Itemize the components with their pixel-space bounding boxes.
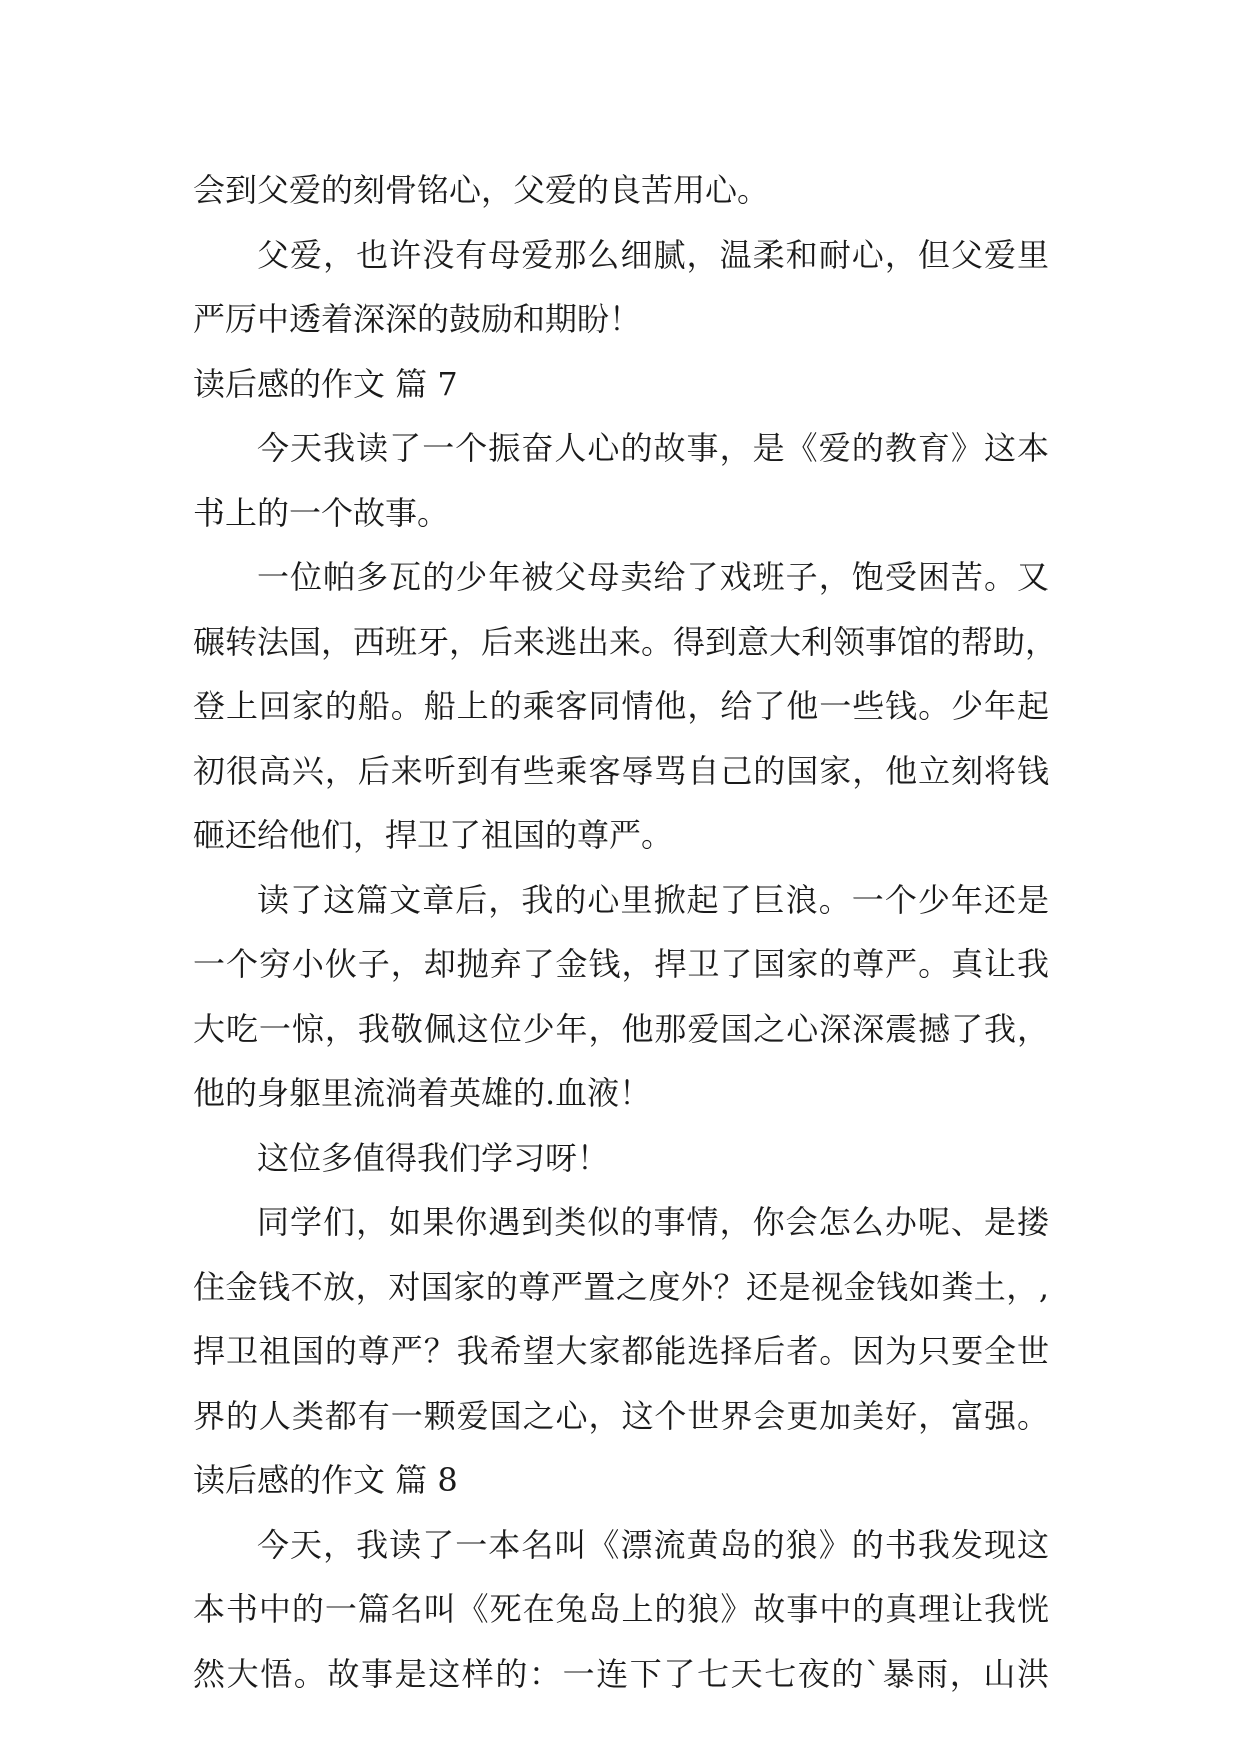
paragraph-line: 严厉中透着深深的鼓励和期盼！ (193, 300, 642, 338)
paragraph-line: 本书中的一篇名叫《死在兔岛上的狼》故事中的真理让我恍 (193, 1590, 1049, 1628)
paragraph-line: 碾转法国，西班牙，后来逃出来。得到意大利领事馆的帮助， (193, 622, 1058, 661)
paragraph-line: 读了这篇文章后，我的心里掀起了巨浪。一个少年还是 (257, 880, 1049, 919)
paragraph-line: 同学们，如果你遇到类似的事情，你会怎么办呢、是搂 (257, 1203, 1049, 1241)
paragraph-line: 今天，我读了一本名叫《漂流黄岛的狼》的书我发现这 (257, 1525, 1049, 1564)
paragraph-line: 一位帕多瓦的少年被父母卖给了戏班子，饱受困苦。又 (257, 558, 1049, 596)
paragraph-line: 砸还给他们，捍卫了祖国的尊严。 (193, 816, 674, 854)
paragraph-line: 会到父爱的刻骨铭心，父爱的良苦用心。 (193, 171, 770, 209)
paragraph-line: 捍卫祖国的尊严？我希望大家都能选择后者。因为只要全世 (193, 1332, 1049, 1370)
paragraph-line: 父爱，也许没有母爱那么细腻，温柔和耐心，但父爱里 (257, 235, 1049, 274)
paragraph-line: 他的身躯里流淌着英雄的.血液！ (193, 1074, 652, 1112)
section-heading: 读后感的作文 篇 7 (193, 364, 458, 403)
paragraph-line: 然大悟。故事是这样的：一连下了七天七夜的`暴雨，山洪 (193, 1654, 1049, 1693)
paragraph-line: 今天我读了一个振奋人心的故事，是《爱的教育》这本 (257, 429, 1049, 467)
paragraph-line: 一个穷小伙子，却抛弃了金钱，捍卫了国家的尊严。真让我 (193, 945, 1049, 983)
document-body (193, 158, 1058, 1706)
paragraph-line: 大吃一惊，我敬佩这位少年，他那爱国之心深深震撼了我， (193, 1009, 1049, 1048)
paragraph-line: 住金钱不放，对国家的尊严置之度外？还是视金钱如粪土，, (193, 1267, 1049, 1306)
paragraph-line: 书上的一个故事。 (193, 493, 450, 532)
paragraph-line: 这位多值得我们学习呀！ (257, 1138, 610, 1177)
paragraph-line: 初很高兴，后来听到有些乘客辱骂自己的国家，他立刻将钱 (193, 751, 1049, 790)
section-heading: 读后感的作文 篇 8 (193, 1461, 458, 1499)
paragraph-line: 界的人类都有一颗爱国之心，这个世界会更加美好，富强。 (193, 1396, 1049, 1435)
paragraph-line: 登上回家的船。船上的乘客同情他，给了他一些钱。少年起 (193, 687, 1049, 725)
